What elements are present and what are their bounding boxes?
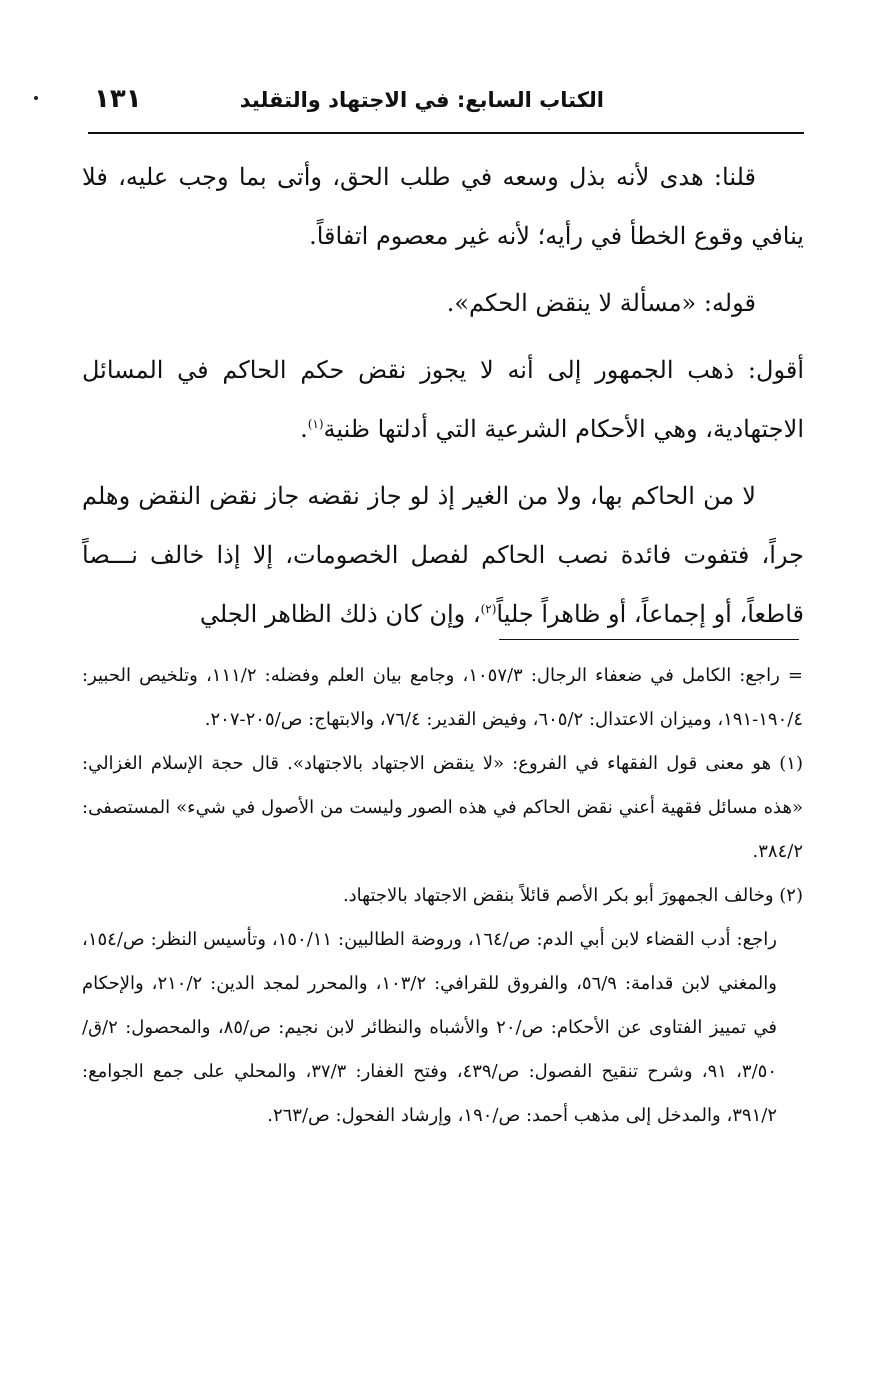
- paragraph-4: [82, 467, 804, 644]
- main-text: [82, 148, 804, 652]
- page-number: ١٣١: [94, 84, 142, 114]
- footnote-ref-2: (٢): [480, 602, 497, 616]
- footnote-2-references: راجع: أدب القضاء لابن أبي الدم: ص/١٦٤، وروضة الطالبين: ١٥٠/١١، وتأسيس النظر: ص/١٥٤، والمغني لابن قدامة: ٥٦/٩، والفروق للقرافي: ١٠٣/٢، والمحرر لمجد الدين: ٢١٠/٢، والإحكام في تمييز الفتاوى عن الأحكام: ص/٢٠ والأشباه والنظائر لابن نجيم: ص/٨٥، والمحصول: ٢/ق/٣/٥٠، ٩١، وشرح تنقيح الفصول: ص/٤٣٩، وفتح الغفار: ٣٧/٣، والمحلي على جمع الجوامع: ٣٩١/٢، والمدخل إلى مذهب أحمد: ص/١٩٠، وإرشاد الفحول: ص/٢٦٣.: [82, 929, 777, 1126]
- footnotes: [82, 654, 803, 1138]
- paragraph-4-end: ، وإن كان ذلك الظاهر الجلي: [199, 600, 481, 628]
- paragraph-3-end: .: [300, 415, 308, 443]
- paragraph-2: قوله: «مسألة لا ينقض الحكم».: [446, 289, 756, 317]
- footnote-2-line-1: (٢) وخالف الجمهورَ أبو بكر الأصم قائلاً بنقض الاجتهاد بالاجتهاد.: [342, 885, 803, 906]
- paragraph-1: قلنا: هدى لأنه بذل وسعه في طلب الحق، وأتى بما وجب عليه، فلا ينافي وقوع الخطأ في رأيه؛ لأنه غير معصوم اتفاقاً.: [82, 163, 804, 250]
- footnote-separator: [499, 639, 799, 640]
- paragraph-3-text: أقول: ذهب الجمهور إلى أنه لا يجوز نقض حكم الحاكم في المسائل الاجتهادية، وهي الأحكام الشرعية التي أدلتها ظنية: [82, 356, 804, 443]
- footnote-1: (١) هو معنى قول الفقهاء في الفروع: «لا ينقض الاجتهاد بالاجتهاد». قال حجة الإسلام الغزالي: «هذه مسائل فقهية أعني نقض الحاكم في هذه الصور وليست من الأصول في شيء» المستصفى: ٣٨٤/٢.: [82, 753, 804, 862]
- paragraph-4-text: لا من الحاكم بها، ولا من الغير إذ لو جاز نقضه جاز نقض النقض وهلم جراً، فتفوت فائدة نصب الحاكم لفصل الخصومات، إلا إذا خالف نـــصاً قاطعاً، أو إجماعاً، أو ظاهراً جلياً: [82, 482, 804, 628]
- page-speck: [34, 96, 38, 100]
- footnote-ref-1: (١): [307, 417, 324, 431]
- paragraph-3: [82, 341, 804, 459]
- footnote-continued: = راجع: الكامل في ضعفاء الرجال: ١٠٥٧/٣، وجامع بيان العلم وفضله: ١١١/٢، وتلخيص الحبير: ١٩٠/٤-١٩١، وميزان الاعتدال: ٦٠٥/٢، وفيض القدير: ٧٦/٤، والابتهاج: ص/٢٠٥-٢٠٧.: [82, 665, 803, 730]
- running-header: [88, 84, 804, 134]
- chapter-title: الكتاب السابع: في الاجتهاد والتقليد: [239, 88, 604, 112]
